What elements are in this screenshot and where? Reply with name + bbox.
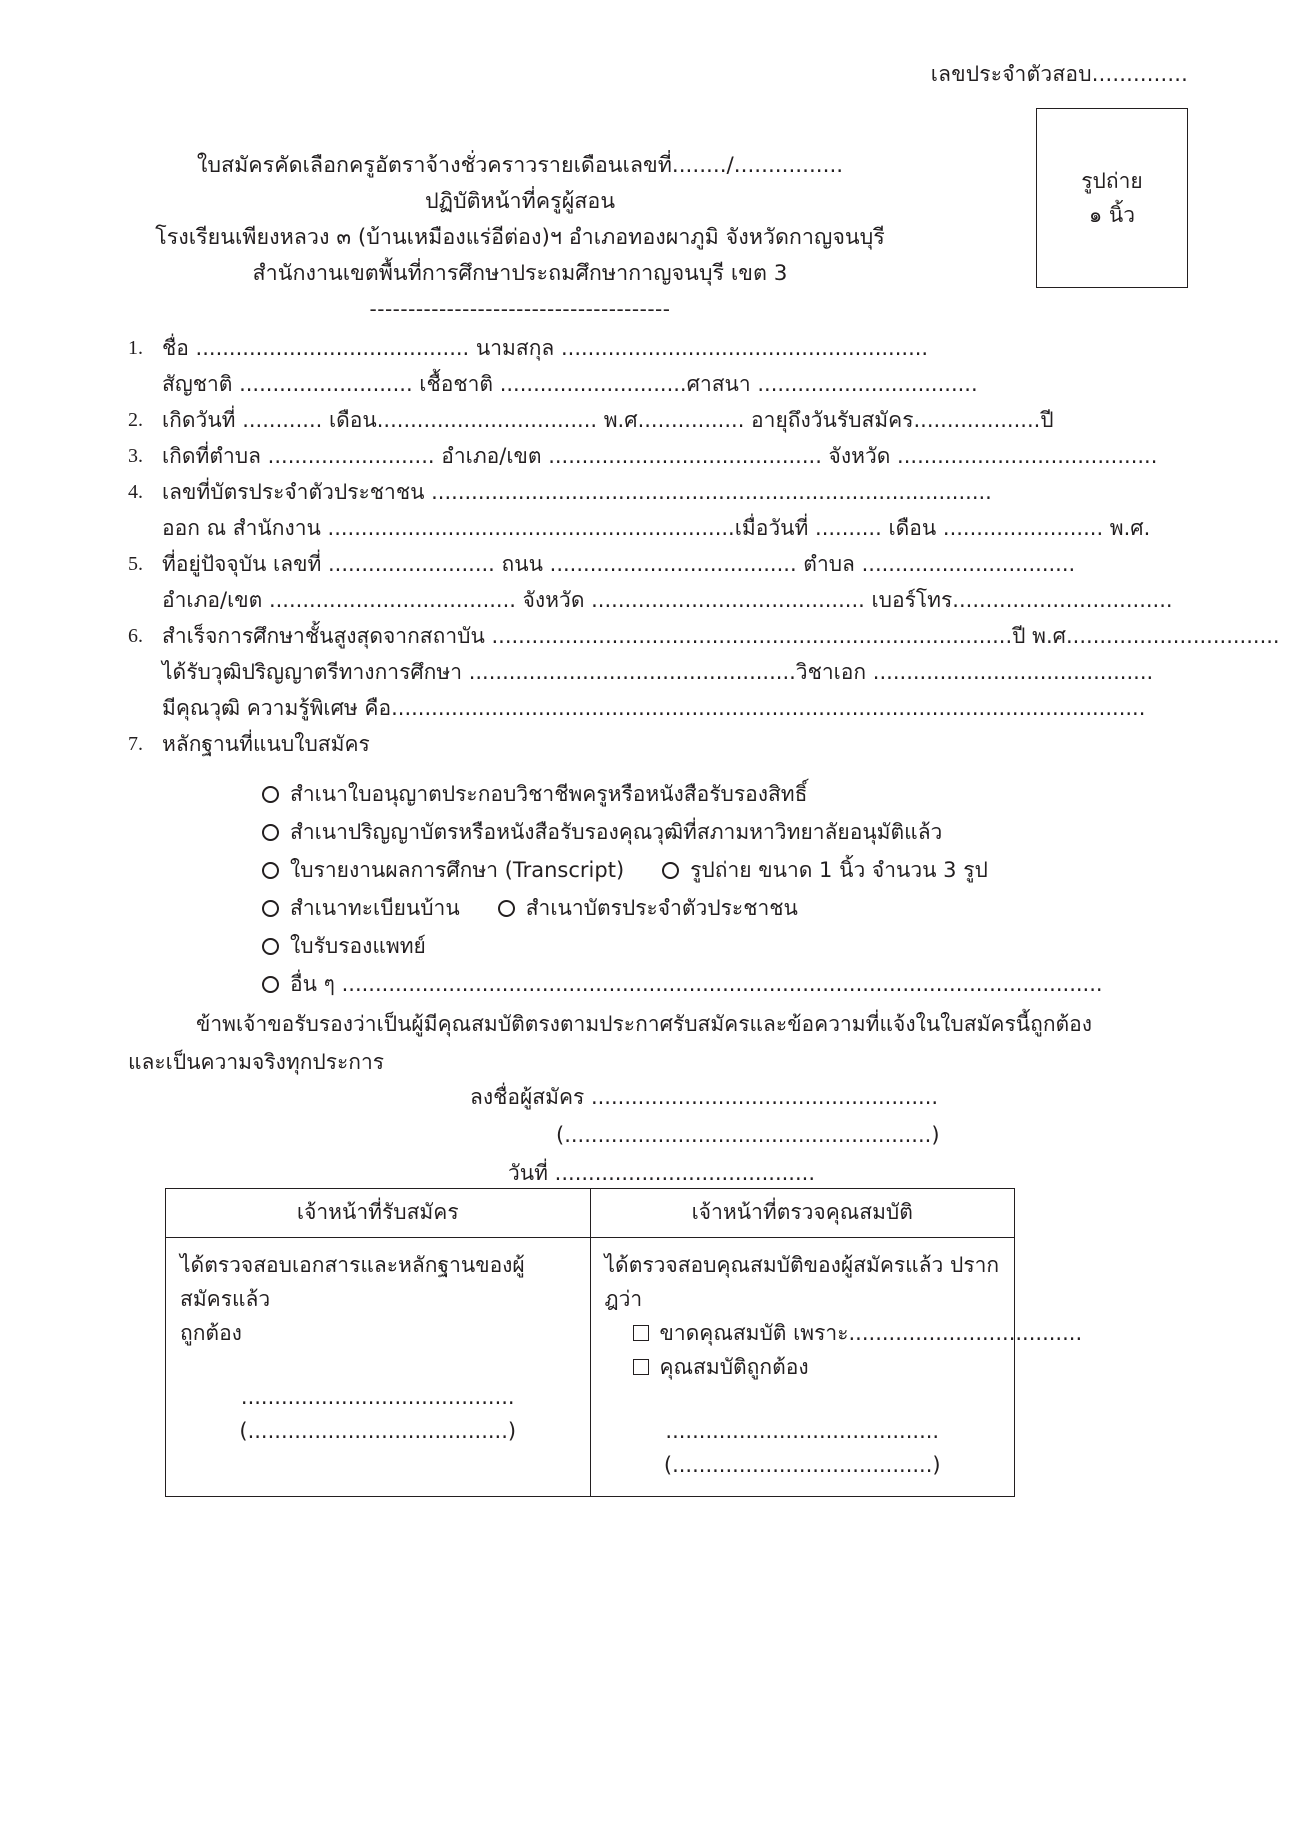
item-1-number: 1. xyxy=(128,337,143,359)
officer-table-body-row xyxy=(166,1238,1015,1497)
receiver-line-2: ถูกต้อง xyxy=(180,1321,242,1345)
officer-cell-verifier xyxy=(590,1238,1083,1497)
item-5-sub-1 xyxy=(128,582,1188,618)
verifier-sign-dots: ......................................... xyxy=(665,1419,940,1443)
item-4-line-1: เลขที่บัตรประจำตัวประชาชน .................................................................................... xyxy=(162,480,992,504)
numbered-items xyxy=(128,330,1280,762)
item-7 xyxy=(128,726,1188,762)
item-1-line-1: ชื่อ ......................................... นามสกุล ....................................................... xyxy=(162,336,929,360)
indent-spacer xyxy=(128,690,162,726)
attachment-row xyxy=(262,813,1222,851)
item-5-number: 5. xyxy=(128,553,143,575)
radio-circle-icon[interactable] xyxy=(262,938,279,955)
receiver-signature-area xyxy=(180,1380,576,1448)
verifier-signature-area xyxy=(605,1414,1001,1482)
attachment-label: สำเนาบัตรประจำตัวประชาชน xyxy=(525,895,798,920)
attachment-row xyxy=(262,927,1222,965)
title-line-3: โรงเรียนเพียงหลวง ๓ (บ้านเหมืองแร่อีต่อง)ฯ อำเภอทองผาภูมิ จังหวัดกาญจนบุรี xyxy=(155,225,885,250)
applicant-name-paren-line: (.......................................................) xyxy=(556,1123,940,1147)
item-4-sub-1 xyxy=(128,510,1188,546)
item-6-line-2: ได้รับวุฒิปริญญาตรีทางการศึกษา .................................................วิชาเอก .......................................... xyxy=(162,660,1154,684)
photo-box-line1: รูปถ่าย xyxy=(1081,168,1143,193)
attachment-option-degree-certificate[interactable] xyxy=(262,819,943,844)
attachment-label: สำเนาปริญญาบัตรหรือหนังสือรับรองคุณวุฒิที่สภามหาวิทยาลัยอนุมัติแล้ว xyxy=(290,819,943,844)
radio-circle-icon[interactable] xyxy=(262,786,279,803)
attachment-label: ใบรับรองแพทย์ xyxy=(290,933,426,958)
receiver-sign-paren: (.......................................) xyxy=(239,1419,517,1443)
title-line-2: ปฏิบัติหน้าที่ครูผู้สอน xyxy=(424,189,616,214)
attachment-row xyxy=(262,775,1222,813)
item-5-line-1: ที่อยู่ปัจจุบัน เลขที่ ......................... ถนน ..................................... ตำบล ................................ xyxy=(162,552,1076,576)
attachment-option-teaching-license[interactable] xyxy=(262,781,808,806)
declaration-line-2: และเป็นความจริงทุกประการ xyxy=(128,1050,385,1074)
verifier-sign-paren: (.......................................) xyxy=(663,1453,941,1477)
title-block xyxy=(0,148,1040,324)
attachment-row xyxy=(262,965,1222,1003)
receiver-line-1: ได้ตรวจสอบเอกสารและหลักฐานของผู้สมัครแล้ว xyxy=(180,1253,525,1311)
title-line-1: ใบสมัครคัดเลือกครูอัตราจ้างชั่วคราวรายเดือนเลขที่......../................ xyxy=(196,153,844,178)
item-4-line-2: ออก ณ สำนักงาน .............................................................เมื่อวันที่ .......... เดือน ........................ พ.ศ. xyxy=(162,516,1151,540)
attachment-label: สำเนาใบอนุญาตประกอบวิชาชีพครูหรือหนังสือรับรองสิทธิ์ xyxy=(290,781,808,806)
indent-spacer xyxy=(128,582,162,618)
attachment-option-photos[interactable] xyxy=(662,857,988,882)
signature-block xyxy=(0,1078,1306,1192)
item-1-sub-1 xyxy=(128,366,1188,402)
attachment-option-house-registration[interactable] xyxy=(262,895,460,920)
attachment-row xyxy=(262,889,1222,927)
item-3 xyxy=(128,438,1188,474)
declaration-line-1: ข้าพเจ้าขอรับรองว่าเป็นผู้มีคุณสมบัติตรงตามประกาศรับสมัครและข้อความที่แจ้งในใบสมัครนี้ถูกต้อง xyxy=(196,1012,1093,1036)
item-6-number: 6. xyxy=(128,625,143,647)
radio-circle-icon[interactable] xyxy=(262,862,279,879)
item-4-number: 4. xyxy=(128,481,143,503)
radio-circle-icon[interactable] xyxy=(498,900,515,917)
radio-circle-icon[interactable] xyxy=(262,900,279,917)
attachment-label: อื่น ๆ .................................................................................................................. xyxy=(290,971,1103,996)
applicant-signature-line: ลงชื่อผู้สมัคร .................................................... xyxy=(470,1085,939,1109)
checkbox-square-icon[interactable] xyxy=(633,1325,649,1341)
item-6-line-1: สำเร็จการศึกษาชั้นสูงสุดจากสถาบัน ..............................................................................ปี พ.ศ................................ xyxy=(162,624,1280,648)
attachment-label: สำเนาทะเบียนบ้าน xyxy=(290,895,460,920)
indent-spacer xyxy=(128,366,162,402)
photo-box xyxy=(1036,108,1188,288)
attachment-option-medical-certificate[interactable] xyxy=(262,933,426,958)
item-4 xyxy=(128,474,1188,510)
attachment-option-id-card[interactable] xyxy=(498,895,798,920)
attachment-option-transcript[interactable] xyxy=(262,857,625,882)
item-3-line-1: เกิดที่ตำบล ......................... อำเภอ/เขต ......................................... จังหวัด ....................................... xyxy=(162,444,1158,468)
attachment-label: รูปถ่าย ขนาด 1 นิ้ว จำนวน 3 รูป xyxy=(690,857,988,882)
item-7-line-1: หลักฐานที่แนบใบสมัคร xyxy=(162,732,370,756)
indent-spacer xyxy=(128,654,162,690)
officer-table-header-row xyxy=(166,1189,1015,1238)
radio-circle-icon[interactable] xyxy=(262,976,279,993)
item-3-number: 3. xyxy=(128,445,143,467)
item-5-line-2: อำเภอ/เขต ..................................... จังหวัด ......................................... เบอร์โทร................................. xyxy=(162,588,1173,612)
radio-circle-icon[interactable] xyxy=(262,824,279,841)
checkbox-square-icon[interactable] xyxy=(633,1359,649,1375)
item-2-line-1: เกิดวันที่ ............ เดือน................................. พ.ศ................ อายุถึงวันรับสมัคร...................ปี xyxy=(162,408,1054,432)
attachment-option-other[interactable] xyxy=(262,971,1103,996)
item-7-number: 7. xyxy=(128,733,143,755)
photo-box-line2: ๑ นิ้ว xyxy=(1088,203,1136,227)
indent-spacer xyxy=(128,510,162,546)
officer-table xyxy=(165,1188,1083,1497)
verifier-checkbox-lacks-qualification[interactable] xyxy=(633,1316,1083,1350)
declaration-block xyxy=(128,1005,1198,1081)
item-1 xyxy=(128,330,1188,366)
exam-number-label: เลขประจำตัวสอบ.............. xyxy=(930,62,1188,86)
verifier-checkbox-label: คุณสมบัติถูกต้อง xyxy=(659,1355,809,1379)
title-line-4: สำนักงานเขตพื้นที่การศึกษาประถมศึกษากาญจนบุรี เขต 3 xyxy=(252,261,788,286)
item-6 xyxy=(128,618,1280,654)
verifier-checkbox-qualified[interactable] xyxy=(633,1350,1001,1384)
attachment-label: ใบรายงานผลการศึกษา (Transcript) xyxy=(290,857,625,882)
item-1-line-2: สัญชาติ .......................... เชื้อชาติ ............................ศาสนา ................................. xyxy=(162,372,978,396)
officer-column-header-receiver: เจ้าหน้าที่รับสมัคร xyxy=(166,1189,591,1238)
item-2 xyxy=(128,402,1188,438)
title-divider-rule: --------------------------------------- xyxy=(369,297,671,321)
signature-date-line: วันที่ ....................................... xyxy=(508,1161,816,1185)
item-6-sub-2 xyxy=(128,690,1188,726)
verifier-line-1: ได้ตรวจสอบคุณสมบัติของผู้สมัครแล้ว ปรากฎว่า xyxy=(604,1253,1000,1311)
verifier-checkbox-label: ขาดคุณสมบัติ เพราะ................................... xyxy=(659,1321,1083,1345)
officer-cell-receiver xyxy=(166,1238,591,1497)
attachment-row xyxy=(262,851,1222,889)
officer-column-header-verifier: เจ้าหน้าที่ตรวจคุณสมบัติ xyxy=(590,1189,1015,1238)
item-6-line-3: มีคุณวุฒิ ความรู้พิเศษ คือ................................................................................................................. xyxy=(162,696,1146,720)
radio-circle-icon[interactable] xyxy=(662,862,679,879)
item-6-sub-1 xyxy=(128,654,1188,690)
attachment-checkbox-list xyxy=(262,775,1222,1003)
item-2-number: 2. xyxy=(128,409,143,431)
item-5 xyxy=(128,546,1188,582)
receiver-sign-dots: ......................................... xyxy=(240,1385,515,1409)
